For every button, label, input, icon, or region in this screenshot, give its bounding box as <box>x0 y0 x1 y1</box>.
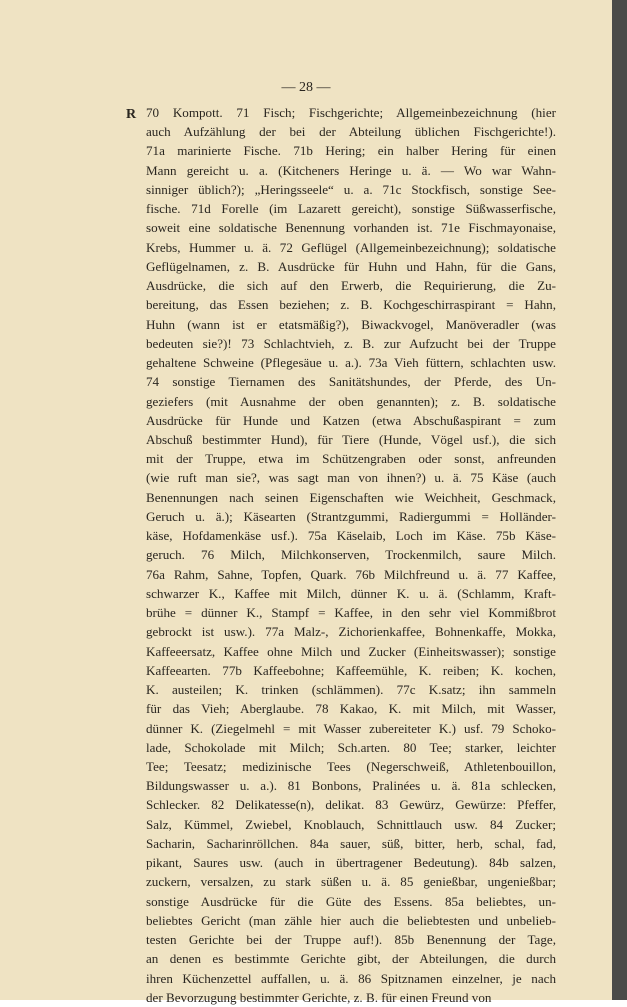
text-line: Geflügelnamen, z. B. Ausdrücke für Huhn und Hahn, für die Gans, <box>146 258 556 274</box>
text-line: testen Gerichte bei der Truppe auf!). 85b Benennung der Tage, <box>146 932 556 948</box>
text-line: Ausdrücke für Hunde und Katzen (etwa Abschußaspirant = zum <box>146 412 556 428</box>
text-line: Ausdrücke, die sich auf den Erwerb, die Requirierung, die Zu- <box>146 278 556 294</box>
text-line: Bildungswasser u. a.). 81 Bonbons, Pralinées u. ä. 81a schlecken, <box>146 778 556 794</box>
text-line: an denen es bestimmte Gerichte gibt, der Abteilungen, die durch <box>146 951 556 967</box>
text-line: ihren Küchenzettel auffallen, u. ä. 86 Spitznamen einzelner, je nach <box>146 970 556 986</box>
text-line: geruch. 76 Milch, Milchkonserven, Trockenmilch, saure Milch. <box>146 547 556 563</box>
text-line: der Bevorzugung bestimmter Gerichte, z. B. für einen Freund von <box>146 989 492 1005</box>
text-line: brühe = dünner K., Stampf = Kaffee, in den sehr viel Kommißbrot <box>146 605 556 621</box>
page-number: — 28 — <box>281 80 331 95</box>
text-line: Salz, Kümmel, Zwiebel, Knoblauch, Schnittlauch usw. 84 Zucker; <box>146 816 556 832</box>
text-line: gehaltene Schweine (Pflegesäue u. a.). 73a Vieh füttern, schlachten usw. <box>146 355 556 371</box>
text-line: auch Aufzählung der bei der Abteilung üblichen Fischgerichte!). <box>146 124 556 140</box>
text-line: Kaffeearten. 77b Kaffeebohne; Kaffeemühle, K. reiben; K. kochen, <box>146 662 556 678</box>
text-line: zuckern, versalzen, zu stark süßen u. ä. 85 genießbar, ungenießbar; <box>146 874 556 890</box>
text-line: Sacharin, Sacharinröllchen. 84a sauer, süß, bitter, herb, schal, fad, <box>146 835 556 851</box>
text-line: gebrockt ist usw.). 77a Malz-, Zichorienkaffee, Bohnenkaffe, Mokka, <box>146 624 556 640</box>
text-line: Tee; Teesatz; medizinische Tees (Negerschweiß, Athletenbouillon, <box>146 758 556 774</box>
text-line: fische. 71d Forelle (im Lazarett gereicht), sonstige Süßwasserfische, <box>146 201 556 217</box>
text-line: 70 Kompott. 71 Fisch; Fischgerichte; Allgemeinbezeichnung (hier <box>146 105 556 120</box>
text-line: 74 sonstige Tiernamen des Sanitätshundes, der Pferde, des Un- <box>146 374 556 390</box>
text-line: 71a marinierte Fische. 71b Hering; ein halber Hering für einen <box>146 143 556 159</box>
text-line: K. austeilen; K. trinken (schlämmen). 77c K.satz; ihn sammeln <box>146 682 556 698</box>
text-line: (wie ruft man sie?, was sagt man von ihnen?) u. ä. 75 Käse (auch <box>146 470 556 486</box>
body-text <box>146 103 556 1007</box>
text-line: pikant, Saures usw. (auch in übertragener Bedeutung). 84b salzen, <box>146 855 556 871</box>
text-line: soweit eine soldatische Benennung vorhanden ist. 71e Fischmayonaise, <box>146 220 556 236</box>
margin-letter: R <box>126 107 137 122</box>
text-line: mit der Truppe, etwa im Schützengraben oder sonst, anfreunden <box>146 451 556 467</box>
text-line: für das Vieh; Aberglaube. 78 Kakao, K. mit Milch, mit Wasser, <box>146 701 556 717</box>
text-line: geziefers (mit Ausnahme der oben genannten); z. B. soldatische <box>146 393 556 409</box>
text-line: bereitung, das Essen beziehen; z. B. Kochgeschirraspirant = Hahn, <box>146 297 556 313</box>
text-line: lade, Schokolade mit Milch; Sch.arten. 80 Tee; starker, leichter <box>146 739 556 755</box>
text-line: Mann gereicht u. a. (Kitcheners Heringe u. ä. — Wo war Wahn- <box>146 162 556 178</box>
text-line: käse, Hofdamenkäse usf.). 75a Käselaib, Loch im Käse. 75b Käse- <box>146 528 556 544</box>
text-line: dünner K. (Ziegelmehl = mit Wasser zubereiteter K.) usf. 79 Schoko- <box>146 720 556 736</box>
scan-edge-strip <box>612 0 627 1000</box>
text-line: Geruch u. ä.); Käsearten (Strantzgummi, Radiergummi = Holländer- <box>146 508 556 524</box>
text-line: bedeuten sie?)! 73 Schlachtvieh, z. B. zur Aufzucht bei der Truppe <box>146 335 556 351</box>
text-line: Krebs, Hummer u. ä. 72 Geflügel (Allgemeinbezeichnung); soldatische <box>146 239 556 255</box>
text-line: sinniger üblich?); „Heringsseele“ u. a. 71c Stockfisch, sonstige See- <box>146 181 556 197</box>
text-line: Abschuß bestimmter Hund), für Tiere (Hunde, Vögel usf.), die sich <box>146 431 556 447</box>
text-line: Benennungen nach seinen Eigenschaften wie Weichheit, Geschmack, <box>146 489 556 505</box>
text-line: sonstige Ausdrücke für die Güte des Essens. 85a beliebtes, un- <box>146 893 556 909</box>
text-line: Kaffeeersatz, Kaffee ohne Milch und Zucker (Einheitswasser); sonstige <box>146 643 556 659</box>
text-line: 76a Rahm, Sahne, Topfen, Quark. 76b Milchfreund u. ä. 77 Kaffee, <box>146 566 556 582</box>
text-line: Huhn (wann ist er etatsmäßig?), Biwackvogel, Manöveradler (was <box>146 316 556 332</box>
text-line: Schlecker. 82 Delikatesse(n), delikat. 83 Gewürz, Gewürze: Pfeffer, <box>146 797 556 813</box>
text-line: beliebtes Gericht (man zähle hier auch die beliebtesten und unbelieb- <box>146 912 556 928</box>
text-line: schwarzer K., Kaffee mit Milch, dünner K. u. ä. (Schlamm, Kraft- <box>146 585 556 601</box>
